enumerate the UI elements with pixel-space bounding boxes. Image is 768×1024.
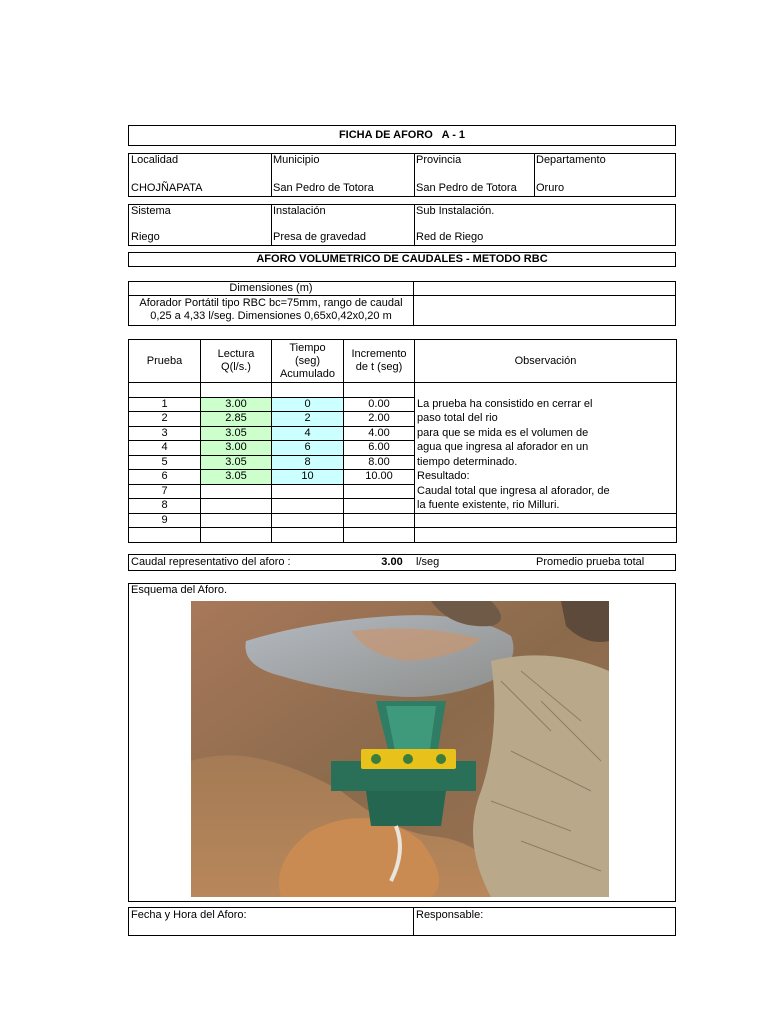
provincia-label: Provincia xyxy=(416,154,462,166)
summary-value: 3.00 xyxy=(381,556,403,568)
dimensions-header: Dimensiones (m) xyxy=(229,282,313,294)
summary-box xyxy=(128,554,676,571)
fecha-label: Fecha y Hora del Aforo: xyxy=(131,909,247,921)
flume-photo xyxy=(191,601,609,897)
localidad-label: Localidad xyxy=(131,154,179,166)
table-spacer-row xyxy=(129,383,677,398)
table-end-row xyxy=(129,528,677,543)
subinstalacion-value: Red de Riego xyxy=(416,231,484,243)
municipio-value: San Pedro de Totora xyxy=(273,182,374,194)
footer-box xyxy=(128,907,676,936)
table-row: 8 la fuente existente, rio Milluri. xyxy=(129,499,677,514)
responsable-label: Responsable: xyxy=(416,909,484,921)
photo-flume-base xyxy=(366,791,446,826)
table-row: 2 2.85 2 2.00 paso total del rio xyxy=(129,412,677,427)
summary-note: Promedio prueba total xyxy=(536,556,645,568)
location-box xyxy=(128,153,676,197)
departamento-label: Departamento xyxy=(536,154,606,166)
table-row: 7 Caudal total que ingresa al aforador, de xyxy=(129,484,677,499)
sistema-label: Sistema xyxy=(131,205,171,217)
method-title: AFORO VOLUMETRICO DE CAUDALES - METODO RBC xyxy=(256,253,548,265)
table-row: 9 xyxy=(129,513,677,528)
scheme-label: Esquema del Aforo. xyxy=(131,584,228,596)
municipio-label: Municipio xyxy=(273,154,320,166)
table-row: 3 3.05 4 4.00 para que se mida es el volumen de xyxy=(129,426,677,441)
table-row: 5 3.05 8 8.00 tiempo determinado. xyxy=(129,455,677,470)
table-header-row xyxy=(129,340,677,383)
header-observacion: Observación xyxy=(415,340,677,383)
localidad-value: CHOJÑAPATA xyxy=(131,182,203,194)
header-prueba: Prueba xyxy=(129,340,201,383)
aforo-table xyxy=(128,339,677,543)
instalacion-value: Presa de gravedad xyxy=(273,231,366,243)
table-row: 6 3.05 10 10.00 Resultado: xyxy=(129,470,677,485)
summary-unit: l/seg xyxy=(416,556,440,568)
page-title: FICHA DE AFORO A - 1 xyxy=(338,129,466,141)
scheme-box xyxy=(128,583,676,902)
sistema-value: Riego xyxy=(131,231,160,243)
header-lectura: Lectura Q(l/s.) xyxy=(201,340,272,383)
header-tiempo: Tiempo (seg) Acumulado xyxy=(272,340,344,383)
title-box xyxy=(128,125,676,146)
subinstalacion-label: Sub Instalación. xyxy=(416,205,495,217)
table-row: 1 3.00 0 0.00 La prueba ha consistido en cerrar el xyxy=(129,397,677,412)
dimensions-line2: 0,25 a 4,33 l/seg. Dimensiones 0,65x0,42x0,20 m xyxy=(150,310,392,322)
system-box xyxy=(128,204,676,246)
header-incremento: Incremento de t (seg) xyxy=(344,340,415,383)
dimensions-line1: Aforador Portátil tipo RBC bc=75mm, rango de caudal xyxy=(139,297,403,309)
dimensions-box xyxy=(128,281,676,326)
table-row: 4 3.00 6 6.00 agua que ingresa al aforador en un xyxy=(129,441,677,456)
provincia-value: San Pedro de Totora xyxy=(416,182,517,194)
summary-label: Caudal representativo del aforo : xyxy=(131,556,291,568)
method-title-box xyxy=(128,252,676,267)
instalacion-label: Instalación xyxy=(273,205,326,217)
departamento-value: Oruro xyxy=(536,182,565,194)
